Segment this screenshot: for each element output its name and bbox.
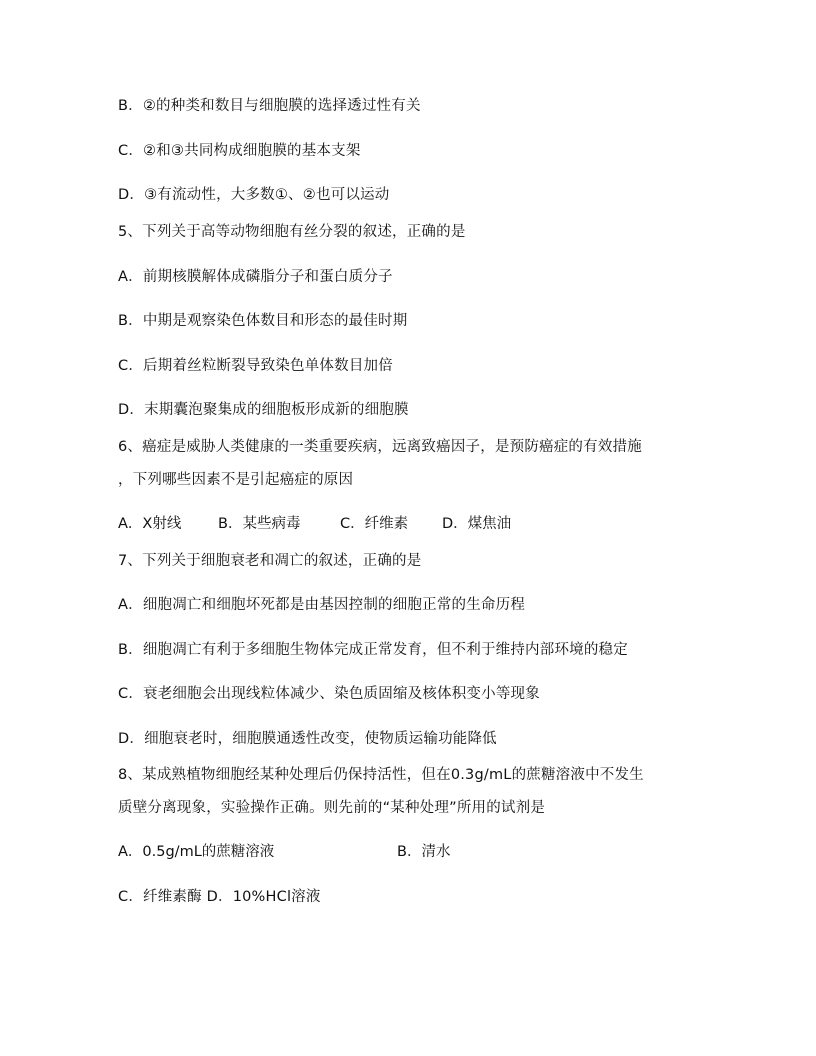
q4-option-c: C．②和③共同构成细胞膜的基本支架 bbox=[118, 143, 361, 159]
q7-option-b: B．细胞凋亡有利于多细胞生物体完成正常发育，但不利于维持内部环境的稳定 bbox=[118, 642, 628, 658]
q6-option-b: B．某些病毒 bbox=[218, 516, 301, 532]
q5-option-d: D．末期囊泡聚集成的细胞板形成新的细胞膜 bbox=[118, 402, 409, 418]
q7-stem: 7、下列关于细胞衰老和凋亡的叙述，正确的是 bbox=[118, 553, 422, 569]
q8-options-cd: C．纤维素酶 D．10%HCl溶液 bbox=[118, 889, 321, 905]
q6-option-d: D．煤焦油 bbox=[442, 516, 512, 532]
q6-option-c: C．纤维素 bbox=[340, 516, 409, 532]
q4-option-b: B．②的种类和数目与细胞膜的选择透过性有关 bbox=[118, 98, 421, 114]
q5-stem: 5、下列关于高等动物细胞有丝分裂的叙述，正确的是 bbox=[118, 224, 466, 240]
q6-option-a: A．X射线 bbox=[118, 516, 182, 532]
q7-option-d: D．细胞衰老时，细胞膜通透性改变，使物质运输功能降低 bbox=[118, 731, 497, 747]
q8-option-a: A．0.5g/mL的蔗糖溶液 bbox=[118, 844, 275, 860]
q5-option-a: A．前期核膜解体成磷脂分子和蛋白质分子 bbox=[118, 269, 393, 285]
q8-stem-line2: 质壁分离现象，实验操作正确。则先前的“某种处理”所用的试剂是 bbox=[118, 800, 546, 816]
q5-option-b: B．中期是观察染色体数目和形态的最佳时期 bbox=[118, 313, 408, 329]
q4-option-d: D．③有流动性，大多数①、②也可以运动 bbox=[118, 187, 390, 203]
q8-option-b: B．清水 bbox=[397, 844, 451, 860]
q6-stem-line2: ，下列哪些因素不是引起癌症的原因 bbox=[118, 472, 354, 488]
q5-option-c: C．后期着丝粒断裂导致染色单体数目加倍 bbox=[118, 358, 393, 374]
q8-stem-line1: 8、某成熟植物细胞经某种处理后仍保持活性，但在0.3g/mL的蔗糖溶液中不发生 bbox=[118, 767, 644, 783]
q7-option-c: C．衰老细胞会出现线粒体减少、染色质固缩及核体积变小等现象 bbox=[118, 686, 540, 702]
q7-option-a: A．细胞凋亡和细胞坏死都是由基因控制的细胞正常的生命历程 bbox=[118, 597, 526, 613]
q6-stem-line1: 6、癌症是威胁人类健康的一类重要疾病，远离致癌因子，是预防癌症的有效措施 bbox=[118, 439, 642, 455]
